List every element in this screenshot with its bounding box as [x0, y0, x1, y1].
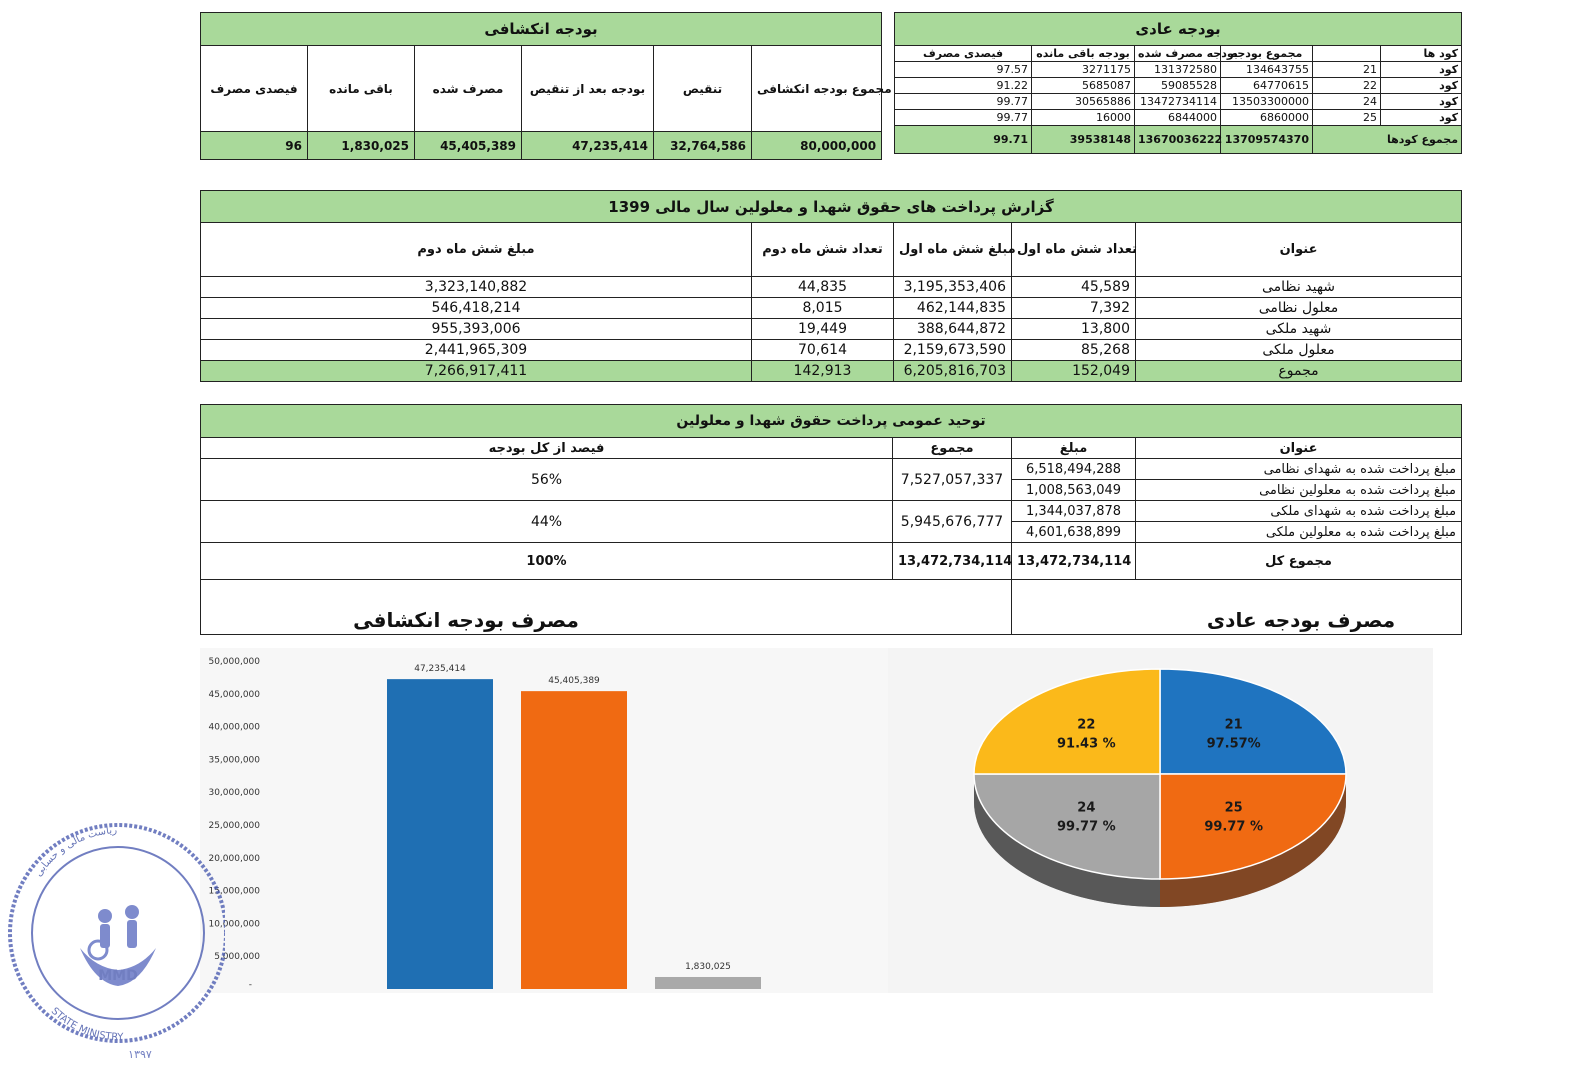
pay-header-count-h2: تعداد شش ماه دوم	[752, 223, 894, 277]
stamp-year: ۱۳۹۷	[128, 1048, 152, 1061]
sum-grand-total: 13,472,734,114	[893, 543, 1012, 580]
reg-percent: 99.77	[895, 94, 1032, 110]
sum-header-title: عنوان	[1136, 438, 1462, 459]
dev-value-remaining: 1,830,025	[308, 132, 415, 160]
table-row	[895, 110, 1462, 126]
sum-row-label: مبلغ پرداخت شده به شهدای ملکی	[1136, 501, 1462, 522]
reg-remaining: 3271175	[1032, 62, 1135, 78]
pie-chart-title: مصرف بودجه عادی	[1206, 608, 1396, 632]
reg-code: 25	[1313, 110, 1381, 126]
reg-total-label: مجموع کودها	[1313, 126, 1462, 154]
pay-row-title: شهید ملکی	[1136, 319, 1462, 340]
dev-header-percent: فیصدی مصرف	[201, 46, 308, 132]
pie-slice-label: 99.77 %	[1057, 819, 1116, 835]
pie-slice-code: 24	[1077, 800, 1096, 816]
reg-spent: 59085528	[1135, 78, 1221, 94]
pay-count-h1: 7,392	[1012, 298, 1136, 319]
y-tick-label: 30,000,000	[208, 788, 260, 799]
pay-amount-h2: 546,418,214	[201, 298, 752, 319]
table-total-row	[201, 543, 1462, 580]
bar	[387, 679, 493, 989]
pay-header-title: عنوان	[1136, 223, 1462, 277]
bar-chart-title: مصرف بودجه انکشافی	[353, 608, 579, 632]
reg-header-codes: کود ها	[1381, 46, 1462, 62]
pay-amount-h2: 2,441,965,309	[201, 340, 752, 361]
reg-remaining: 30565886	[1032, 94, 1135, 110]
stamp-lettering-top: ریاست مالی و حسابی	[33, 825, 118, 879]
sum-row-label: مبلغ پرداخت شده به معلولین نظامی	[1136, 480, 1462, 501]
dev-header-cut: تنقیص	[654, 46, 752, 132]
sum-amount: 1,344,037,878	[1012, 501, 1136, 522]
pay-count-h2: 19,449	[752, 319, 894, 340]
reg-total: 6860000	[1221, 110, 1313, 126]
dev-header-total: مجموع بودجه انکشافی	[752, 46, 882, 132]
reg-header-total: مجموع بودجه	[1221, 46, 1313, 62]
sum-group-total: 5,945,676,777	[893, 501, 1012, 543]
table-row	[201, 298, 1462, 319]
regular-budget-pie-chart	[888, 648, 1433, 993]
sum-group-percent: 44%	[201, 501, 893, 543]
pie-slice-label: 99.77 %	[1204, 819, 1263, 835]
table-row	[895, 62, 1462, 78]
sum-grand-label: مجموع کل	[1136, 543, 1462, 580]
pie-chart-title-cell	[1012, 580, 1462, 635]
table-row	[201, 340, 1462, 361]
reg-label: کود	[1381, 110, 1462, 126]
pay-header-count-h1: تعداد شش ماه اول	[1012, 223, 1136, 277]
sum-grand-amount: 13,472,734,114	[1012, 543, 1136, 580]
reg-spent: 131372580	[1135, 62, 1221, 78]
table-row	[895, 94, 1462, 110]
bar-value-label: 45,405,389	[548, 676, 600, 687]
stamp-lettering-bottom: STATE MINISTRY	[48, 1005, 124, 1044]
dev-value-percent: 96	[201, 132, 308, 160]
pay-amount-h2: 3,323,140,882	[201, 277, 752, 298]
table-row	[895, 78, 1462, 94]
reg-code: 24	[1313, 94, 1381, 110]
bar	[521, 691, 627, 989]
sum-header-amount: مبلغ	[1012, 438, 1136, 459]
regular-budget-table	[894, 12, 1462, 154]
pay-amount-h2: 955,393,006	[201, 319, 752, 340]
dev-value-cut: 32,764,586	[654, 132, 752, 160]
reg-code: 21	[1313, 62, 1381, 78]
y-tick-label: 20,000,000	[208, 853, 260, 864]
y-tick-label: -	[248, 980, 252, 990]
bar-chart-title-cell	[201, 580, 1012, 635]
pay-count-h1: 45,589	[1012, 277, 1136, 298]
sum-amount: 6,518,494,288	[1012, 459, 1136, 480]
reg-label: کود	[1381, 78, 1462, 94]
payments-report-table	[200, 190, 1462, 382]
pay-count-h1: 13,800	[1012, 319, 1136, 340]
pie-slice-label: 97.57%	[1206, 736, 1261, 752]
y-tick-label: 35,000,000	[208, 755, 260, 766]
pie-slice-code: 21	[1224, 717, 1243, 733]
pie-slice-code: 22	[1077, 717, 1096, 733]
table-row	[201, 319, 1462, 340]
y-tick-label: 10,000,000	[208, 919, 260, 930]
sum-grand-percent: 100%	[201, 543, 893, 580]
y-tick-label: 5,000,000	[214, 952, 260, 963]
summary-title: توحید عمومی پرداخت حقوق شهدا و معلولین	[201, 405, 1462, 438]
pay-total-amount-h2: 7,266,917,411	[201, 361, 752, 382]
reg-remaining: 5685087	[1032, 78, 1135, 94]
pie-slice-label: 91.43 %	[1057, 736, 1116, 752]
development-budget-bar-chart	[200, 648, 888, 993]
pay-total-label: مجموع	[1136, 361, 1462, 382]
y-tick-label: 40,000,000	[208, 722, 260, 733]
dev-value-after-cut: 47,235,414	[522, 132, 654, 160]
y-tick-label: 50,000,000	[208, 657, 260, 667]
y-tick-label: 45,000,000	[208, 689, 260, 700]
pay-row-title: شهید نظامی	[1136, 277, 1462, 298]
pay-count-h2: 44,835	[752, 277, 894, 298]
reg-spent: 6844000	[1135, 110, 1221, 126]
pay-amount-h1: 2,159,673,590	[894, 340, 1012, 361]
reg-percent: 97.57	[895, 62, 1032, 78]
sum-amount: 1,008,563,049	[1012, 480, 1136, 501]
y-tick-label: 25,000,000	[208, 821, 260, 831]
summary-table	[200, 404, 1462, 635]
development-budget-table	[200, 12, 892, 160]
bar	[655, 977, 761, 989]
pay-amount-h1: 388,644,872	[894, 319, 1012, 340]
dev-budget-title: بودجه انکشافی	[201, 13, 882, 46]
reg-label: کود	[1381, 62, 1462, 78]
table-total-row	[895, 126, 1462, 154]
sum-group-percent: 56%	[201, 459, 893, 501]
regular-budget-title: بودجه عادی	[895, 13, 1462, 46]
reg-total-total: 13709574370	[1221, 126, 1313, 154]
sum-group-total: 7,527,057,337	[893, 459, 1012, 501]
official-stamp	[0, 808, 225, 1068]
reg-total: 64770615	[1221, 78, 1313, 94]
sum-header-percent: فیصد از کل بودجه	[201, 438, 893, 459]
bar-value-label: 1,830,025	[685, 961, 731, 972]
dev-value-total: 80,000,000	[752, 132, 882, 160]
stamp-abbr: MMD	[98, 968, 138, 984]
pay-header-amount-h1: مبلغ شش ماه اول	[894, 223, 1012, 277]
payments-title: گزارش پرداخت های حقوق شهدا و معلولین سال مالی 1399	[201, 191, 1462, 223]
dev-value-spent: 45,405,389	[415, 132, 522, 160]
reg-total-remaining: 39538148	[1032, 126, 1135, 154]
pay-count-h1: 85,268	[1012, 340, 1136, 361]
pie-slice-code: 25	[1224, 800, 1243, 816]
reg-total: 13503300000	[1221, 94, 1313, 110]
pay-total-amount-h1: 6,205,816,703	[894, 361, 1012, 382]
dev-header-spent: مصرف شده	[415, 46, 522, 132]
reg-total-spent: 13670036222	[1135, 126, 1221, 154]
reg-total-percent: 99.71	[895, 126, 1032, 154]
pay-row-title: معلول ملکی	[1136, 340, 1462, 361]
pay-amount-h1: 462,144,835	[894, 298, 1012, 319]
pay-total-count-h1: 152,049	[1012, 361, 1136, 382]
dev-header-remaining: باقی مانده	[308, 46, 415, 132]
reg-total: 134643755	[1221, 62, 1313, 78]
pay-row-title: معلول نظامی	[1136, 298, 1462, 319]
table-total-row	[201, 361, 1462, 382]
pay-total-count-h2: 142,913	[752, 361, 894, 382]
table-row	[201, 501, 1462, 522]
sum-header-total: مجموع	[893, 438, 1012, 459]
reg-header-blank	[1313, 46, 1381, 62]
reg-code: 22	[1313, 78, 1381, 94]
reg-header-spent: بودجه مصرف شده	[1135, 46, 1221, 62]
sum-amount: 4,601,638,899	[1012, 522, 1136, 543]
y-tick-label: 15,000,000	[208, 886, 260, 897]
pay-count-h2: 8,015	[752, 298, 894, 319]
sum-row-label: مبلغ پرداخت شده به معلولین ملکی	[1136, 522, 1462, 543]
reg-percent: 99.77	[895, 110, 1032, 126]
table-row	[201, 277, 1462, 298]
reg-spent: 13472734114	[1135, 94, 1221, 110]
table-row	[201, 459, 1462, 480]
reg-header-remaining: بودجه باقی مانده	[1032, 46, 1135, 62]
dev-header-after-cut: بودجه بعد از تنقیص	[522, 46, 654, 132]
sum-row-label: مبلغ پرداخت شده به شهدای نظامی	[1136, 459, 1462, 480]
pay-header-amount-h2: مبلغ شش ماه دوم	[201, 223, 752, 277]
bar-value-label: 47,235,414	[414, 664, 466, 675]
reg-header-percent: فیصدی مصرف	[895, 46, 1032, 62]
pay-amount-h1: 3,195,353,406	[894, 277, 1012, 298]
reg-percent: 91.22	[895, 78, 1032, 94]
pay-count-h2: 70,614	[752, 340, 894, 361]
reg-remaining: 16000	[1032, 110, 1135, 126]
reg-label: کود	[1381, 94, 1462, 110]
